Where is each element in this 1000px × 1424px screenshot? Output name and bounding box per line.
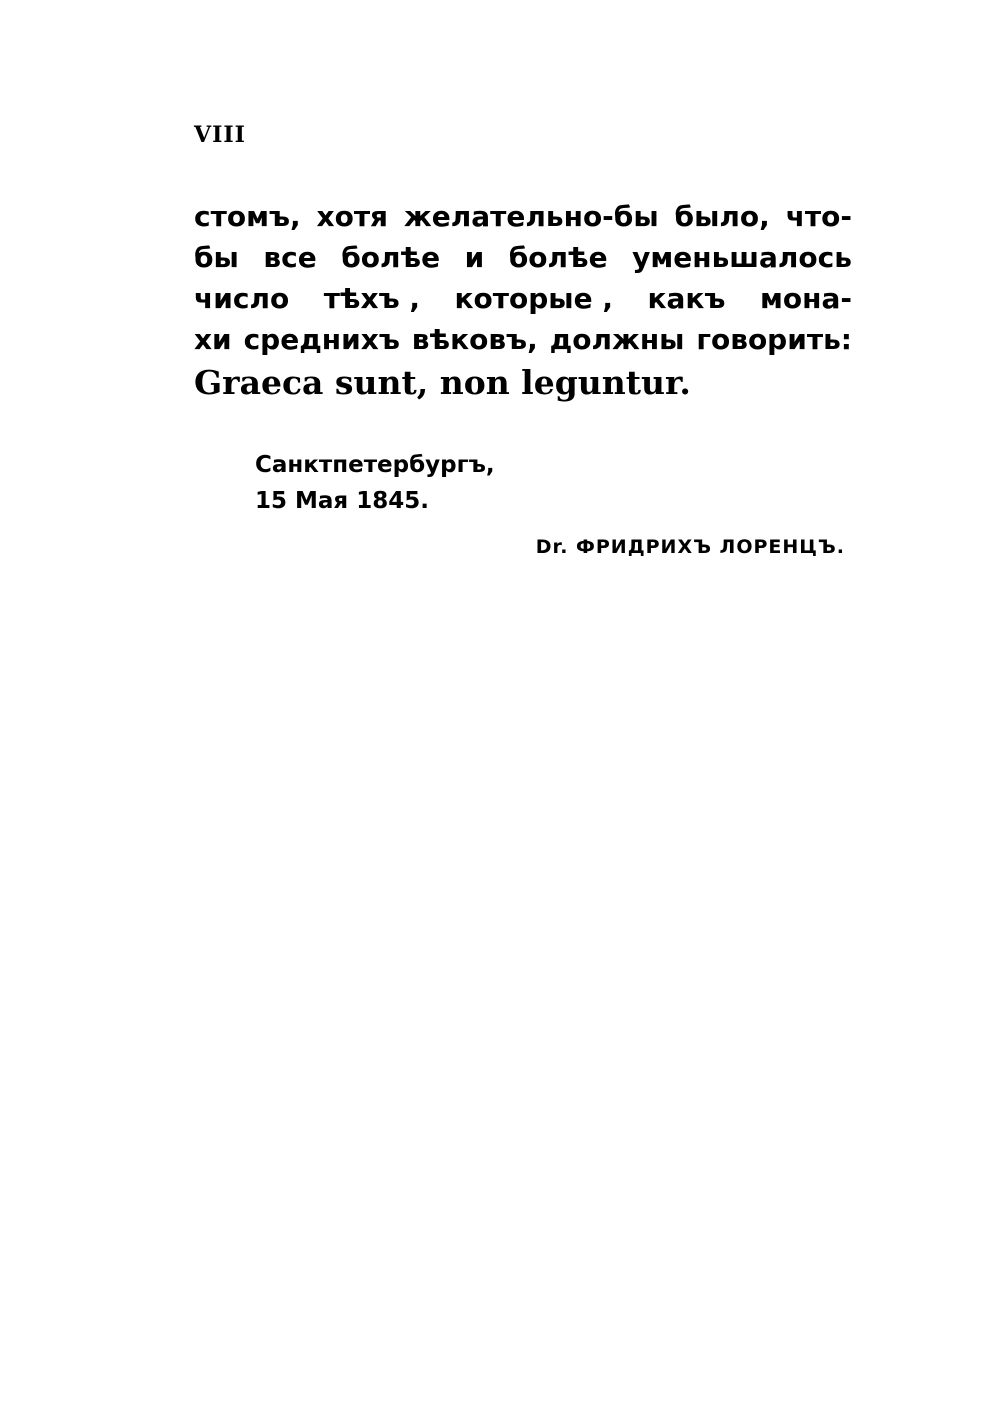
word: хотя (316, 200, 389, 233)
preface-closing-paragraph (194, 196, 852, 406)
word: вѣковъ, (411, 323, 538, 356)
date: 15 Мая 1845. (255, 488, 429, 514)
text-line-1 (194, 196, 852, 237)
word: число (194, 282, 290, 315)
text-line-2 (194, 237, 852, 278)
word: должны (549, 323, 685, 356)
word: было, (674, 200, 770, 233)
word: тѣхъ , (323, 282, 421, 315)
word: среднихъ (243, 323, 400, 356)
word: желательно-бы (403, 200, 659, 233)
word: мона- (759, 282, 852, 315)
place: Санктпетербургъ, (255, 452, 495, 478)
author-signature: Dr. ФРИДРИХЪ ЛОРЕНЦЪ. (535, 536, 845, 558)
word: болѣе (508, 241, 608, 274)
latin-quotation: Graeca sunt, non leguntur. (194, 363, 691, 402)
word: бы (194, 241, 239, 274)
text-line-4 (194, 319, 852, 360)
word: стомъ, (194, 200, 301, 233)
text-line-3 (194, 278, 852, 319)
word: говорить: (696, 323, 852, 356)
word: болѣе (341, 241, 441, 274)
word: какъ (647, 282, 726, 315)
word: хи (194, 323, 232, 356)
page-number: VIII (194, 122, 246, 148)
word: что- (785, 200, 852, 233)
word: которые , (454, 282, 613, 315)
word: уменьшалось (632, 241, 852, 274)
word: и (464, 241, 485, 274)
place-date-block (255, 447, 495, 519)
word: все (263, 241, 317, 274)
